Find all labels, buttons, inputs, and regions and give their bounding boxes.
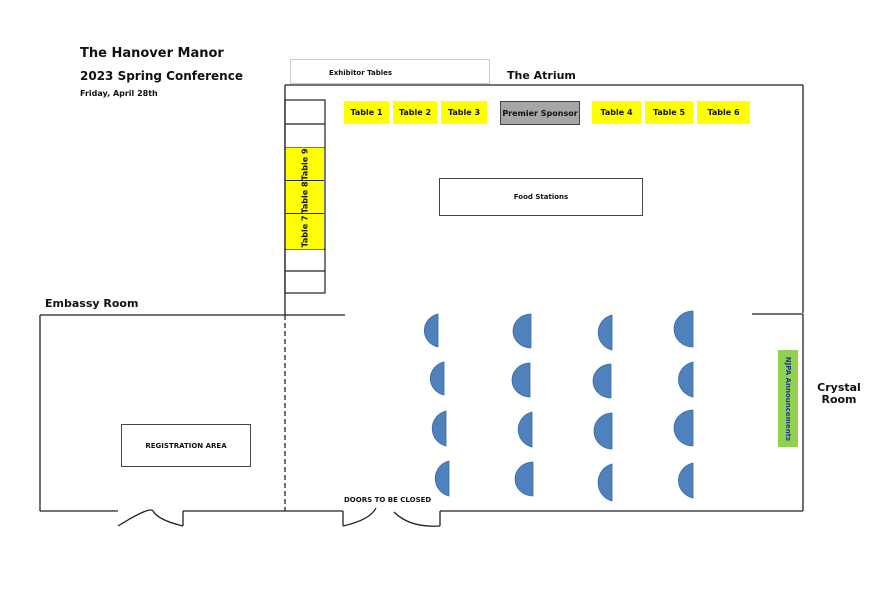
seating-table: [598, 315, 612, 350]
table-4: Table 4: [592, 101, 641, 124]
seating-table: [424, 314, 438, 347]
table-7-label: Table 7: [300, 215, 310, 248]
seating-table: [678, 362, 693, 397]
registration-area-label: REGISTRATION AREA: [145, 441, 227, 450]
food-stations-label: Food Stations: [513, 193, 569, 201]
event-date: Friday, April 28th: [80, 89, 158, 98]
seating-table: [674, 410, 693, 446]
premier-sponsor-table: Premier Sponsor: [500, 101, 580, 125]
seating-table: [430, 362, 444, 395]
seating-table: [515, 462, 533, 496]
crystal-room-label-1: Crystal: [817, 381, 861, 394]
seating-table: [678, 463, 693, 498]
announcements-label: NJPA Announcements: [784, 356, 792, 441]
seating-table: [598, 464, 612, 501]
seating-table: [594, 413, 612, 449]
embassy-room-label: Embassy Room: [45, 297, 139, 310]
seating-table: [513, 314, 531, 348]
seating-table: [512, 363, 530, 397]
atrium-label: The Atrium: [507, 69, 576, 82]
doors-label: DOORS TO BE CLOSED: [344, 496, 432, 504]
seating-table: [593, 364, 611, 398]
table-1: Table 1: [344, 101, 389, 124]
seating-table: [674, 311, 693, 347]
crystal-room-label-2: Room: [821, 393, 857, 406]
seating-table: [435, 461, 449, 496]
seating-table: [432, 411, 446, 446]
table-3: Table 3: [441, 101, 487, 124]
venue-title: The Hanover Manor: [80, 46, 224, 61]
seating-table: [518, 412, 532, 447]
event-title: 2023 Spring Conference: [80, 69, 243, 83]
table-5: Table 5: [645, 101, 693, 124]
table-6: Table 6: [697, 101, 750, 124]
table-2: Table 2: [393, 101, 437, 124]
table-8-label: Table 8: [300, 180, 310, 214]
exhibitor-tables-label: Exhibitor Tables: [329, 69, 393, 77]
table-9-label: Table 9: [300, 147, 310, 181]
